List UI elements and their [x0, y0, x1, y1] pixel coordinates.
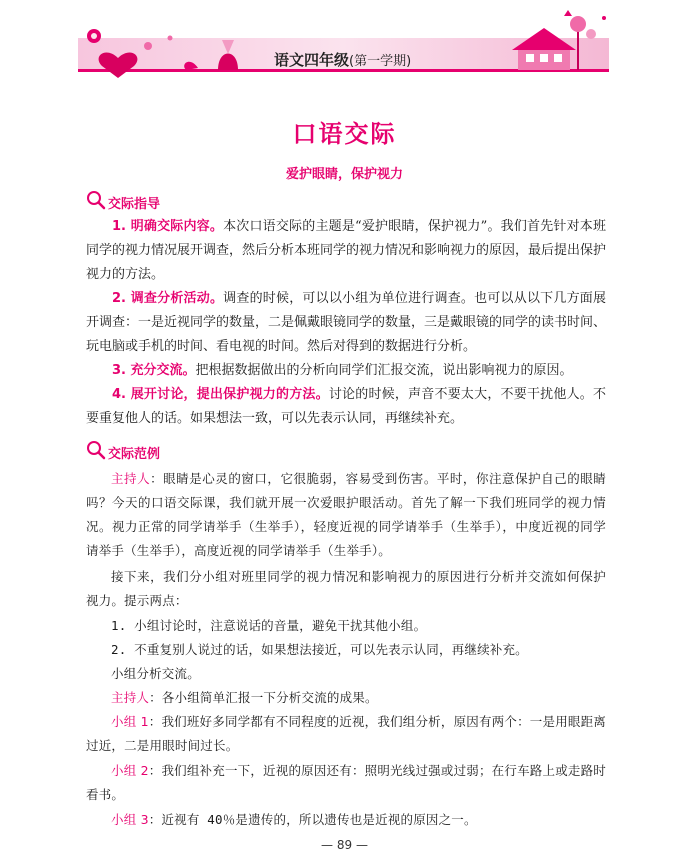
dialog-group-2	[86, 759, 606, 807]
guidance-item-label: 2. 调查分析活动。	[112, 291, 224, 306]
book-title	[274, 49, 411, 70]
section-heading-text: 交际指导	[108, 197, 161, 212]
dialog-tip-1	[86, 614, 606, 638]
dialog-host-request	[86, 686, 606, 710]
page-subtitle: 爱护眼睛，保护视力	[285, 167, 403, 182]
tree-icon	[570, 16, 586, 32]
speaker-label: 小组 3	[111, 812, 149, 827]
book-title-main: 语文四年级	[274, 51, 350, 69]
dialog-text: 1. 小组讨论时，注意说话的音量，避免干扰其他小组。	[111, 618, 427, 633]
section-heading-text: 交际范例	[108, 447, 161, 462]
guidance-item-label: 1. 明确交际内容。	[112, 219, 224, 234]
guidance-item-2	[86, 287, 606, 359]
dialog-host-intro	[86, 467, 606, 563]
dialog-text: ：近视有 40％是遗传的，所以遗传也是近视的原因之一。	[148, 812, 477, 827]
magnifier-icon	[86, 440, 106, 460]
guidance-item-3	[86, 359, 606, 383]
guidance-item-label: 3. 充分交流。	[112, 363, 196, 378]
dialog-text: ：眼睛是心灵的窗口，它很脆弱，容易受到伤害。平时，你注意保护自己的眼睛吗？今天的口语交际课，我们就开展一次爱眼护眼活动。首先了解一下我们班同学的视力情况。视力正常的同学请举手（生举手），轻度近视的同学请举手（生举手），中度近视的同学请举手（生举手），高度近视的同学请举手（生举手）。	[86, 471, 606, 558]
dialog-paragraph	[86, 565, 606, 613]
dialog-tip-2	[86, 638, 606, 662]
dialog-text: ：各小组简单汇报一下分析交流的成果。	[149, 690, 378, 705]
speaker-label: 小组 2	[111, 763, 149, 778]
guidance-item-4	[86, 383, 606, 431]
guidance-item-1	[86, 215, 606, 287]
magnifier-icon	[86, 190, 106, 210]
dialog-text: 接下来，我们分小组对班里同学的视力情况和影响视力的原因进行分析并交流如何保护视力。提示两点：	[86, 569, 606, 608]
dialog-text: ：我们班好多同学都有不同程度的近视，我们组分析，原因有两个：一是用眼距离过近，二是用眼时间过长。	[86, 714, 606, 753]
speaker-label: 主持人	[111, 690, 150, 705]
page-header	[78, 8, 609, 78]
dialog-text: 2. 不重复别人说过的话，如果想法接近，可以先表示认同，再继续补充。	[111, 642, 528, 657]
dialog-group-3	[86, 808, 606, 832]
dialog-text: ：我们组补充一下，近视的原因还有：照明光线过强或过弱；在行车路上或走路时看书。	[86, 763, 606, 802]
speaker-label: 小组 1	[111, 714, 149, 729]
page-number: — 89 —	[321, 838, 368, 852]
guidance-item-text: 调查的时候，可以以小组为单位进行调查。也可以从以下几方面展开调查：一是近视同学的数量，二是佩戴眼镜同学的数量，三是戴眼镜的同学的读书时间、玩电脑或手机的时间、看电视的时间。然后对得到的数据进行分析。	[86, 291, 607, 354]
dialog-paragraph	[86, 662, 606, 686]
speaker-label: 主持人	[111, 471, 151, 486]
dialog-group-1	[86, 710, 606, 758]
guidance-item-text: 讨论的时候，声音不要太大，不要干扰他人。不要重复他人的话。如果想法一致，可以先表示认同，再继续补充。	[86, 387, 606, 426]
book-title-semester: (第一学期)	[349, 54, 412, 69]
guidance-item-label: 4. 展开讨论，提出保护视力的方法。	[112, 387, 329, 402]
guidance-item-text: 把根据数据做出的分析向同学们汇报交流，说出影响视力的原因。	[195, 363, 573, 378]
dialog-text: 小组分析交流。	[111, 666, 200, 681]
page-title: 口语交际	[292, 120, 397, 148]
guidance-item-text: 本次口语交际的主题是“爱护眼睛，保护视力”。我们首先针对本班同学的视力情况展开调查，然后分析本班同学的视力情况和影响视力的原因，最后提出保护视力的方法。	[86, 219, 607, 282]
